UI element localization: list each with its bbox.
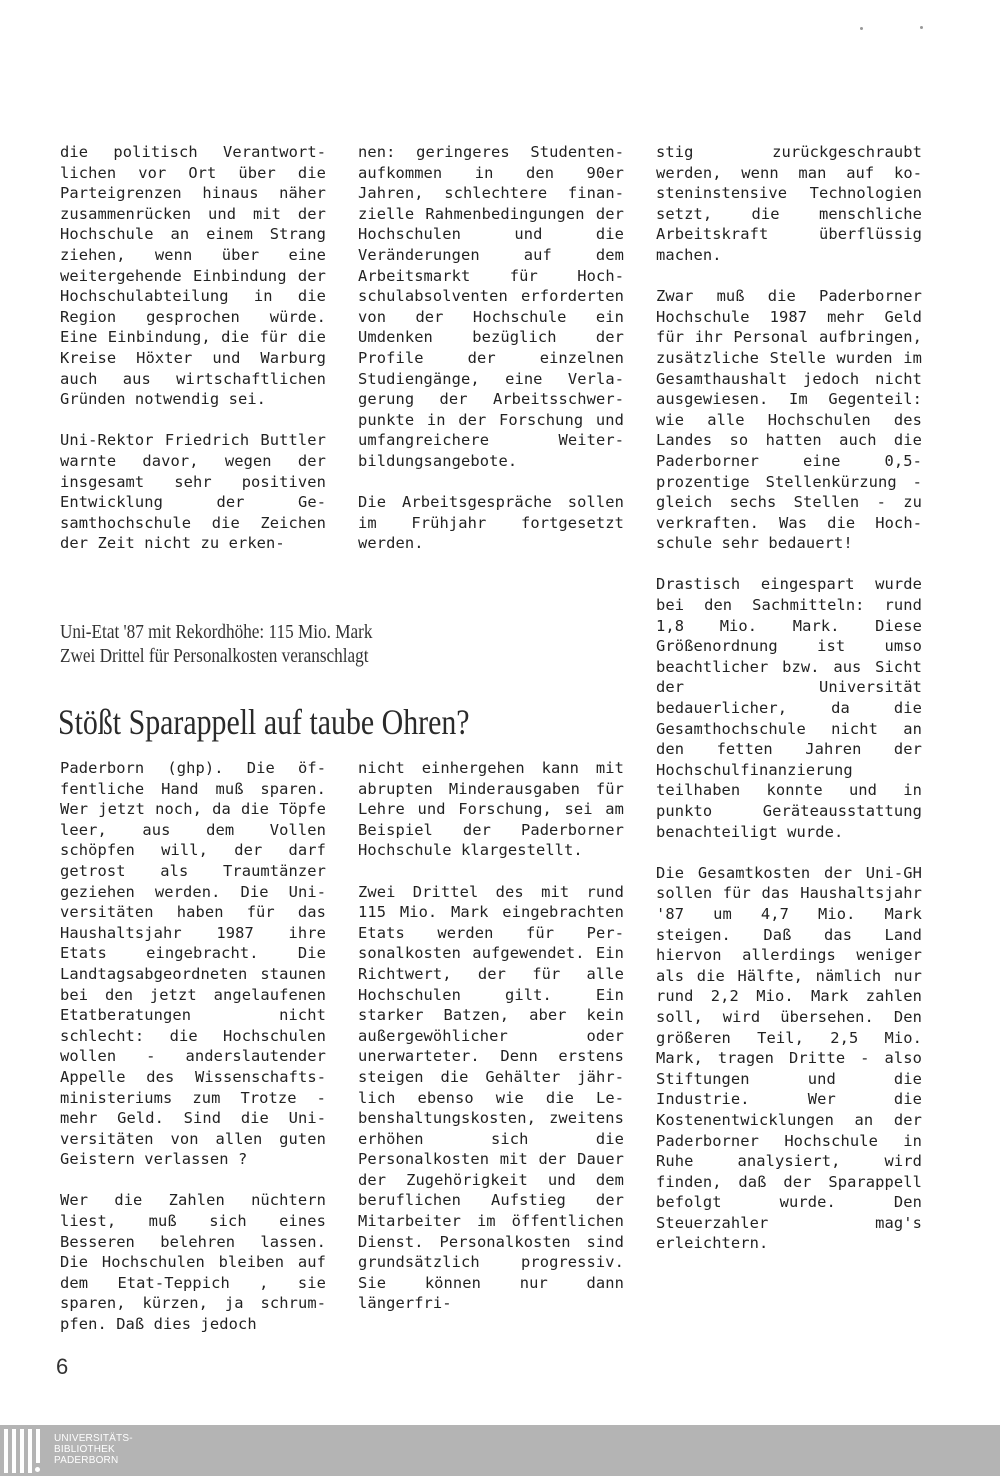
paragraph: nicht einhergehen kann mit abrupten Minderausgaben für Lehre und Forschung, sei am Beispiel der Paderborner Hochschule klargestellt. (358, 759, 624, 860)
logo-dot (35, 1467, 40, 1472)
article-column-1 (60, 758, 326, 1335)
kicker-line-1: Uni-Etat '87 mit Rekordhöhe: 115 Mio. Mark (60, 621, 373, 643)
library-logo (4, 1429, 133, 1473)
paragraph: Drastisch eingespart wurde bei den Sachmitteln: rund 1,8 Mio. Mark. Diese Größenordnung ist umso beachtlicher bzw. aus Sicht der Universität bedauerlicher, da die Gesamthochschule nicht an den fetten Jahren der Hochschulfinanzierung teilhaben konnte und in punkto Geräteausstattung benachteiligt wurde. (656, 575, 922, 841)
speck (860, 27, 863, 30)
logo-line-2: BIBLIOTHEK (54, 1444, 115, 1455)
paragraph: Wer die Zahlen nüchtern liest, muß sich eines Besseren belehren lassen. Die Hochschulen bleiben auf dem Etat-Teppich , sie sparen, kürzen, ja schrumpfen. Daß dies jedoch (60, 1191, 326, 1334)
article-kicker (60, 620, 542, 668)
logo-bar (12, 1429, 16, 1473)
kicker-line-2: Zwei Drittel für Personalkosten veranschlagt (60, 645, 369, 667)
paragraph: Zwar muß die Paderborner Hochschule 1987 mehr Geld für ihr Personal aufbringen, zusätzliche Stelle wurden im Gesamthaushalt jedoch nicht ausgewiesen. Im Gegenteil: wie alle Hochschulen des Landes so hatten auch die Paderborner eine 0,5-prozentige Stellenkürzung - gleich sechs Stellen - zu verkraften. Was die Hochschule sehr bedauert! (656, 287, 922, 553)
paragraph: Paderborn (ghp). Die öffentliche Hand muß sparen. Wer jetzt noch, da die Töpfe leer, aus dem Vollen schöpfen will, der darf getrost als Traumtänzer geziehen werden. Die Universitäten haben für das Haushaltsjahr 1987 ihre Etats eingebracht. Die Landtagsabgeordneten staunen bei den jetzt angelaufenen Etatberatungen nicht schlecht: die Hochschulen wollen - anderslautender Appelle des Wissenschaftsministeriums zum Trotze - mehr Geld. Sind die Universitäten von allen guten Geistern verlassen ? (60, 759, 326, 1169)
paragraph: stig zurückgeschraubt werden, wenn man auf kosteninstensive Technologien setzt, die menschliche Arbeitskraft überflüssig machen. (656, 143, 922, 264)
logo-line-3: PADERBORN (54, 1455, 119, 1466)
logo-bar (20, 1429, 24, 1473)
speck (920, 26, 923, 29)
scan-specks (858, 22, 938, 34)
logo-bar (28, 1429, 32, 1473)
right-column (656, 142, 922, 1254)
logo-bar (4, 1429, 8, 1473)
paragraph: Uni-Rektor Friedrich Buttler warnte davor, wegen der insgesamt sehr positiven Entwicklung der Gesamthochschule die Zeichen der Zeit nicht zu erken- (60, 431, 326, 553)
paragraph: Zwei Drittel des mit rund 115 Mio. Mark eingebrachten Etats werden für Personalkosten aufgewendet. Ein Richtwert, der für alle Hochschulen gilt. Ein starker Batzen, aber kein außergewöhlicher oder unerwarteter. Denn erstens steigen die Gehälter jährlich ebenso wie die Lebenshaltungskosten, zweitens erhöhen sich die Personalkosten mit der Dauer der Zugehörigkeit und dem beruflichen Aufstieg der Mitarbeiter im öffentlichen Dienst. Personalkosten sind grundsätzlich progressiv. Sie können nur dann längerfri- (358, 882, 624, 1313)
logo-line-1: UNIVERSITÄTS- (54, 1433, 133, 1444)
library-logo-text (54, 1433, 133, 1466)
article-headline: Stößt Sparappell auf taube Ohren? (58, 702, 470, 742)
paragraph: die politisch Verantwortlichen vor Ort über die Parteigrenzen hinaus näher zusammenrücken und mit der Hochschule an einem Strang ziehen, wenn über eine weitergehende Einbindung der Hochschulabteilung in die Region gesprochen würde. Eine Einbindung, die für die Kreise Höxter und Warburg auch aus wirtschaftlichen Gründen notwendig sei. (60, 143, 326, 409)
library-logo-icon (4, 1429, 48, 1473)
paragraph: Die Gesamtkosten der Uni-GH sollen für das Haushaltsjahr '87 um 4,7 Mio. Mark steigen. Daß das Land hiervon allerdings weniger als die Hälfte, nämlich nur rund 2,2 Mio. Mark zahlen soll, wird übersehen. Den größeren Teil, 2,5 Mio. Mark, tragen Dritte - also Stiftungen und die Industrie. Wer die Kostenentwicklungen an der Paderborner Hochschule in Ruhe analysiert, wird finden, daß der Sparappell befolgt wurde. Den Steuerzahler mag's erleichtern. (656, 863, 922, 1253)
top-column-1 (60, 142, 326, 554)
paragraph: nen: geringeres Studentenaufkommen in den 90er Jahren, schlechtere finanzielle Rahmenbedingungen der Hochschulen und die Veränderungen auf dem Arbeitsmarkt für Hochschulabsolventen erforderten von der Hochschule ein Umdenken bezüglich der Profile der einzelnen Studiengänge, eine Verlagerung der Arbeitsschwerpunkte in der Forschung und umfangreichere Weiterbildungsangebote. (358, 143, 624, 470)
logo-bar (36, 1429, 40, 1463)
library-footer-bar (0, 1425, 1000, 1476)
paragraph: Die Arbeitsgespräche sollen im Frühjahr fortgesetzt werden. (358, 493, 624, 553)
article-column-2 (358, 758, 624, 1314)
top-column-2 (358, 142, 624, 554)
page-number: 6 (56, 1354, 69, 1379)
